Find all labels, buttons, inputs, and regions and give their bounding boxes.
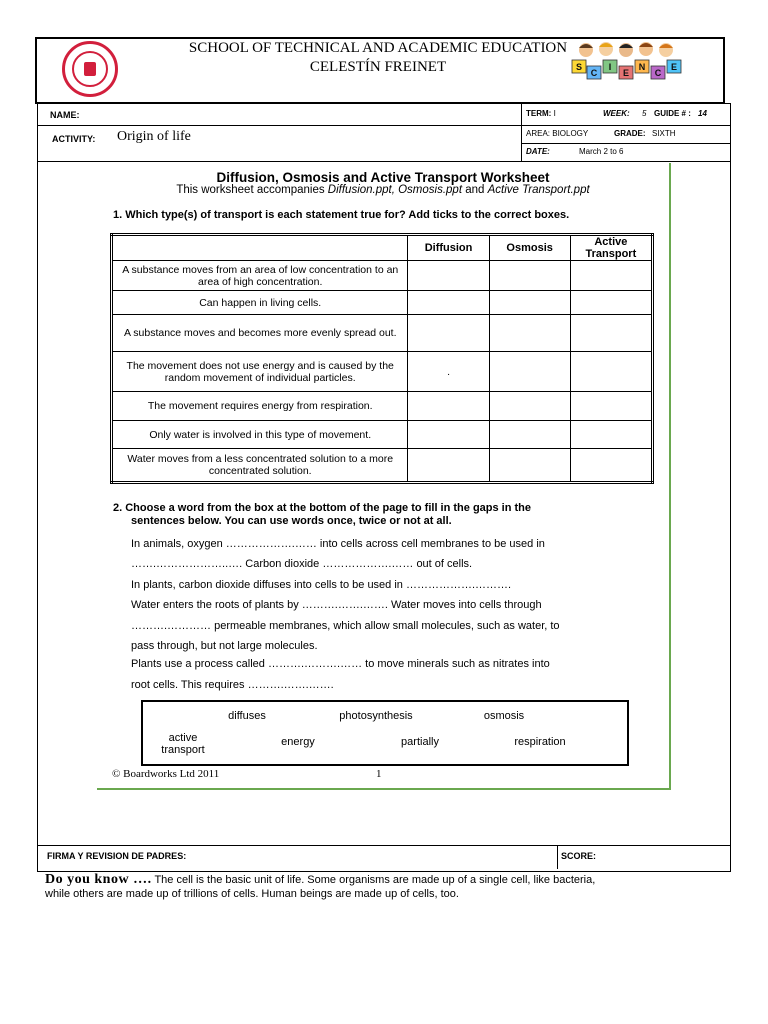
fill-sentence[interactable]: In animals, oxygen ……………….…… into cells across cell membranes to be used in [131, 538, 545, 550]
table-row [112, 449, 653, 483]
fill-sentence[interactable]: ……….………… permeable membranes, which allow small molecules, such as water, to [131, 620, 560, 632]
tick-box[interactable]: . [408, 352, 489, 392]
tick-box[interactable] [489, 261, 570, 291]
statement-cell: Can happen in living cells. [112, 291, 408, 315]
week-label: WEEK: [603, 109, 630, 118]
tick-box[interactable] [570, 449, 652, 483]
date-label: DATE: [526, 147, 550, 156]
transport-table [110, 233, 654, 484]
page-number: 1 [376, 768, 382, 780]
name-label: NAME: [50, 110, 80, 120]
statement-cell: The movement requires energy from respiration. [112, 392, 408, 421]
score-label: SCORE: [561, 851, 597, 861]
term-label: TERM: I [526, 109, 556, 118]
science-kids-logo [570, 40, 690, 84]
table-row [112, 392, 653, 421]
area-label: AREA: BIOLOGY [526, 129, 589, 138]
table-row [112, 261, 653, 291]
fill-sentence[interactable]: Plants use a process called ……….……….…… to move minerals such as nitrates into [131, 658, 550, 670]
fill-sentence: pass through, but not large molecules. [131, 640, 318, 652]
statement-cell: Only water is involved in this type of movement. [112, 421, 408, 449]
activity-value: Origin of life [117, 129, 191, 144]
divider [557, 845, 558, 869]
tick-box[interactable] [489, 291, 570, 315]
table-row [112, 291, 653, 315]
tick-box[interactable] [570, 315, 652, 352]
institute-name: CELESTÍN FREINET [309, 59, 447, 75]
did-you-know-paragraph: Do you know …. The cell is the basic unit of life. Some organisms are made up of a single cell, like bacteria, while others are made up of trillions of cells. Human beings are made up of cells, too. [45, 872, 596, 900]
tick-box[interactable] [408, 421, 489, 449]
grade-value: SIXTH [652, 129, 676, 138]
science-letter: C [590, 68, 598, 78]
date-value: March 2 to 6 [579, 147, 624, 156]
question-2-line-2: sentences below. You can use words once, twice or not at all. [131, 515, 452, 527]
table-row [112, 352, 653, 392]
statement-cell: Water moves from a less concentrated solution to a more concentrated solution. [112, 449, 408, 483]
science-letter: I [608, 62, 612, 72]
fill-sentence[interactable]: root cells. This requires ……….…….……. [131, 679, 334, 691]
word-option: partially [401, 736, 439, 748]
divider [37, 125, 731, 126]
question-2-line-1: 2. Choose a word from the box at the bottom of the page to fill in the gaps in the [113, 502, 532, 514]
guide-value: 14 [698, 109, 707, 118]
tick-box[interactable] [408, 291, 489, 315]
statement-cell: A substance moves from an area of low concentration to an area of high concentration. [112, 261, 408, 291]
science-letter: E [622, 68, 630, 78]
word-option: active transport [161, 732, 205, 756]
science-letter: E [670, 62, 678, 72]
science-letter: C [654, 68, 662, 78]
word-option: energy [281, 736, 315, 748]
activity-label: ACTIVITY: [52, 134, 96, 144]
tick-box[interactable] [489, 449, 570, 483]
word-option: respiration [514, 736, 566, 748]
grade-label: GRADE: [614, 129, 646, 138]
worksheet-subtitle: This worksheet accompanies Diffusion.ppt, Osmosis.ppt and Active Transport.ppt [176, 184, 590, 196]
divider [37, 845, 731, 846]
tick-box[interactable] [408, 315, 489, 352]
column-header: Active Transport [570, 235, 652, 261]
tick-box[interactable] [570, 421, 652, 449]
fill-sentence[interactable]: In plants, carbon dioxide diffuses into cells to be used in ……………….………. [131, 579, 512, 591]
statement-cell: The movement does not use energy and is caused by the random movement of individual particles. [112, 352, 408, 392]
tick-box[interactable] [489, 315, 570, 352]
tick-box[interactable] [570, 291, 652, 315]
science-letter: S [575, 62, 583, 72]
word-option: photosynthesis [339, 710, 413, 722]
divider [521, 143, 731, 144]
tick-box[interactable] [489, 352, 570, 392]
parents-signature-field[interactable] [215, 849, 550, 863]
worksheet-title: Diffusion, Osmosis and Active Transport Worksheet [216, 170, 550, 185]
fill-sentence[interactable]: Water enters the roots of plants by ……….…….……. Water moves into cells through [131, 599, 542, 611]
tick-box[interactable] [570, 261, 652, 291]
table-row [112, 315, 653, 352]
word-option: diffuses [228, 710, 266, 722]
table-row [112, 421, 653, 449]
divider [521, 104, 522, 162]
tick-box[interactable] [489, 392, 570, 421]
tick-box[interactable] [408, 261, 489, 291]
divider [37, 161, 731, 162]
tick-box[interactable] [408, 392, 489, 421]
copyright-text: © Boardworks Ltd 2011 [112, 768, 220, 780]
column-header: Osmosis [489, 235, 570, 261]
parents-signature-label: FIRMA Y REVISION DE PADRES: [47, 851, 187, 861]
science-letter: N [638, 62, 646, 72]
statement-cell: A substance moves and becomes more evenly spread out. [112, 315, 408, 352]
question-1: 1. Which type(s) of transport is each statement true for? Add ticks to the correct boxes. [113, 209, 570, 221]
tick-box[interactable] [489, 421, 570, 449]
did-you-know-heading: Do you know …. [45, 872, 152, 887]
tick-box[interactable] [570, 392, 652, 421]
name-field[interactable] [108, 108, 513, 122]
fill-sentence[interactable]: …….………………..…. Carbon dioxide ……………….…… out of cells. [131, 558, 473, 570]
kids-icon [579, 42, 673, 57]
school-name: SCHOOL OF TECHNICAL AND ACADEMIC EDUCATION [188, 40, 568, 56]
week-value: 5 [642, 109, 647, 118]
column-header: Diffusion [408, 235, 489, 261]
tick-box[interactable] [570, 352, 652, 392]
tick-box[interactable] [408, 449, 489, 483]
word-option: osmosis [483, 710, 525, 722]
guide-label: GUIDE # : [654, 109, 691, 118]
